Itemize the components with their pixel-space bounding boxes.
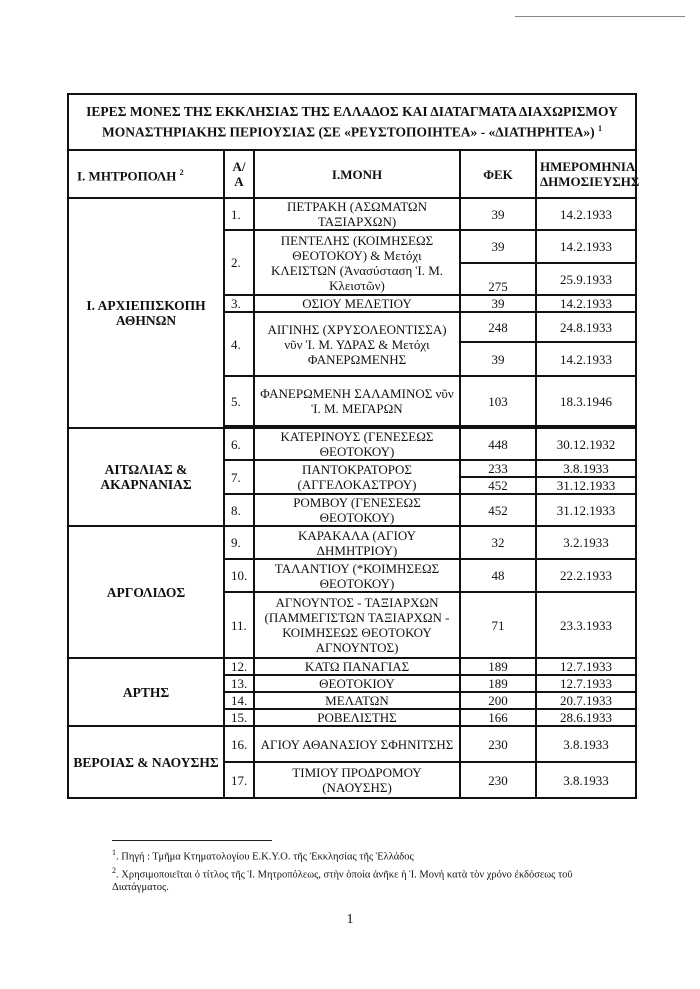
aa-cell: 10. [224,559,254,592]
table-title-row [68,94,636,150]
aa-cell: 8. [224,494,254,526]
date-cell: 12.7.1933 [536,658,636,675]
fek-cell: 39 [460,198,536,230]
mone-cell: ΘΕΟΤΟΚΙΟΥ [254,675,460,692]
mone-cell: ΡΟΜΒΟΥ (ΓΕΝΕΣΕΩΣ ΘΕΟΤΟΚΟΥ) [254,494,460,526]
date-cell: 3.8.1933 [536,726,636,762]
header-date: ΗΜΕΡΟΜΗΝΙΑ ΔΗΜΟΣΙΕΥΣΗΣ [536,150,636,198]
table-header-row [68,150,636,198]
date-cell: 28.6.1933 [536,709,636,726]
mone-cell: ΟΣΙΟΥ ΜΕΛΕΤΙΟΥ [254,295,460,312]
table-row [68,658,636,675]
footnote: $^1$. Πηγή : Τμῆμα Κτηματολογίου Ε.Κ.Υ.Ο. τῆς Ἐκκλησίας τῆς Ἑλλάδος [112,848,414,863]
fek-cell: 452 [460,477,536,494]
mone-cell: ΠΕΤΡΑΚΗ (ΑΣΩΜΑΤΩΝ ΤΑΞΙΑΡΧΩΝ) [254,198,460,230]
date-cell: 14.2.1933 [536,198,636,230]
date-cell: 14.2.1933 [536,342,636,376]
mone-cell: ΡΟΒΕΛΙΣΤΗΣ [254,709,460,726]
fek-cell: 452 [460,494,536,526]
monasteries-table [67,93,640,799]
fek-cell: 71 [460,592,536,658]
fek-cell: 230 [460,762,536,798]
table-row [68,198,636,230]
table-title: ΙΕΡΕΣ ΜΟΝΕΣ ΤΗΣ ΕΚΚΛΗΣΙΑΣ ΤΗΣ ΕΛΛΑΔΟΣ ΚΑΙ ΔΙΑΤΑΓΜΑΤΑ ΔΙΑΧΩΡΙΣΜΟΥ ΜΟΝΑΣΤΗΡΙΑΚΗΣ ΠΕΡΙΟΥΣΙΑΣ (ΣΕ «ΡΕΥΣΤΟΠΟΙΗΤΕΑ» - «ΔΙΑΤΗΡΗΤΕΑ») $^1$ [68,94,636,150]
date-cell: 31.12.1933 [536,477,636,494]
fek-cell: 189 [460,675,536,692]
fek-cell: 39 [460,230,536,263]
aa-cell: 12. [224,658,254,675]
date-cell: 24.8.1933 [536,312,636,342]
mone-cell: ΠΕΝΤΕΛΗΣ (ΚΟΙΜΗΣΕΩΣ ΘΕΟΤΟΚΟΥ) & Μετόχι ΚΛΕΙΣΤΩΝ (Ἀνασύσταση Ἱ. Μ. Κλειστῶν) [254,230,460,295]
date-cell: 3.8.1933 [536,460,636,477]
mone-cell: ΚΑΤΩ ΠΑΝΑΓΙΑΣ [254,658,460,675]
mone-cell: ΜΕΛΑΤΩΝ [254,692,460,709]
fek-cell: 189 [460,658,536,675]
metropolis-cell: Ι. ΑΡΧΙΕΠΙΣΚΟΠΗ ΑΘΗΝΩΝ [68,198,224,428]
header-mone: Ι.ΜΟΝΗ [254,150,460,198]
table-row [68,428,636,460]
fek-cell: 448 [460,428,536,460]
fek-cell: 48 [460,559,536,592]
aa-cell: 4. [224,312,254,376]
mone-cell: ΑΓΝΟΥΝΤΟΣ - ΤΑΞΙΑΡΧΩΝ (ΠΑΜΜΕΓΙΣΤΩΝ ΤΑΞΙΑΡΧΩΝ - ΚΟΙΜΗΣΕΩΣ ΘΕΟΤΟΚΟΥ ΑΓΝΟΥΝΤΟΣ) [254,592,460,658]
date-cell: 18.3.1946 [536,376,636,426]
fek-cell: 39 [460,295,536,312]
footnote-rule [112,840,272,841]
metropolis-cell: ΑΡΓΟΛΙΔΟΣ [68,526,224,658]
aa-cell: 7. [224,460,254,494]
fek-cell: 103 [460,376,536,426]
date-cell: 14.2.1933 [536,295,636,312]
metropolis-cell: ΑΡΤΗΣ [68,658,224,726]
mone-cell: ΠΑΝΤΟΚΡΑΤΟΡΟΣ (ΑΓΓΕΛΟΚΑΣΤΡΟΥ) [254,460,460,494]
aa-cell: 11. [224,592,254,658]
mone-cell: ΚΑΤΕΡΙΝΟΥΣ (ΓΕΝΕΣΕΩΣ ΘΕΟΤΟΚΟΥ) [254,428,460,460]
aa-cell: 9. [224,526,254,559]
mone-cell: ΦΑΝΕΡΩΜΕΝΗ ΣΑΛΑΜΙΝΟΣ νῦν Ἱ. Μ. ΜΕΓΑΡΩΝ [254,376,460,426]
aa-cell: 3. [224,295,254,312]
aa-cell: 14. [224,692,254,709]
header-rule [515,16,685,17]
date-cell: 3.8.1933 [536,762,636,798]
aa-cell: 5. [224,376,254,426]
footnotes [112,846,592,894]
date-cell: 12.7.1933 [536,675,636,692]
mone-cell: ΚΑΡΑΚΑΛΑ (ΑΓΙΟΥ ΔΗΜΗΤΡΙΟΥ) [254,526,460,559]
date-cell: 31.12.1933 [536,494,636,526]
fek-cell: 166 [460,709,536,726]
fek-cell: 39 [460,342,536,376]
date-cell: 3.2.1933 [536,526,636,559]
date-cell: 30.12.1932 [536,428,636,460]
aa-cell: 13. [224,675,254,692]
page-number: 1 [346,912,354,927]
date-cell: 14.2.1933 [536,230,636,263]
date-cell: 22.2.1933 [536,559,636,592]
metropolis-cell: ΒΕΡΟΙΑΣ & ΝΑΟΥΣΗΣ [68,726,224,798]
fek-cell: 248 [460,312,536,342]
header-aa: Α/Α [224,150,254,198]
fek-cell: 200 [460,692,536,709]
mone-cell: ΤΙΜΙΟΥ ΠΡΟΔΡΟΜΟΥ (ΝΑΟΥΣΗΣ) [254,762,460,798]
aa-cell: 16. [224,726,254,762]
aa-cell: 17. [224,762,254,798]
aa-cell: 15. [224,709,254,726]
table-row [68,726,636,762]
header-metropolis: Ι. ΜΗΤΡΟΠΟΛΗ $^2$ [68,150,224,198]
table-row [68,526,636,559]
date-cell: 23.3.1933 [536,592,636,658]
metropolis-cell: ΑΙΤΩΛΙΑΣ & ΑΚΑΡΝΑΝΙΑΣ [68,428,224,526]
mone-cell: ΑΓΙΟΥ ΑΘΑΝΑΣΙΟΥ ΣΦΗΝΙΤΣΗΣ [254,726,460,762]
fek-cell: 233 [460,460,536,477]
mone-cell: ΤΑΛΑΝΤΙΟΥ (*ΚΟΙΜΗΣΕΩΣ ΘΕΟΤΟΚΟΥ) [254,559,460,592]
date-cell: 20.7.1933 [536,692,636,709]
fek-cell: 230 [460,726,536,762]
header-fek: ΦΕΚ [460,150,536,198]
footnote: $^2$. Χρησιμοποιεῖται ὁ τίτλος τῆς Ἱ. Μητροπόλεως, στὴν ὁποία ἀνῆκε ἡ Ἱ. Μονή κατὰ τὸν χρόνο ἐκδόσεως τοῦ Διατάγματος. [112,865,573,893]
mone-cell: ΑΙΓΙΝΗΣ (ΧΡΥΣΟΛΕΟΝΤΙΣΣΑ) νῦν Ἱ. Μ. ΥΔΡΑΣ & Μετόχι ΦΑΝΕΡΩΜΕΝΗΣ [254,312,460,376]
aa-cell: 1. [224,198,254,230]
fek-cell: 275 [460,263,536,295]
date-cell: 25.9.1933 [536,263,636,295]
aa-cell: 6. [224,428,254,460]
aa-cell: 2. [224,230,254,295]
fek-cell: 32 [460,526,536,559]
